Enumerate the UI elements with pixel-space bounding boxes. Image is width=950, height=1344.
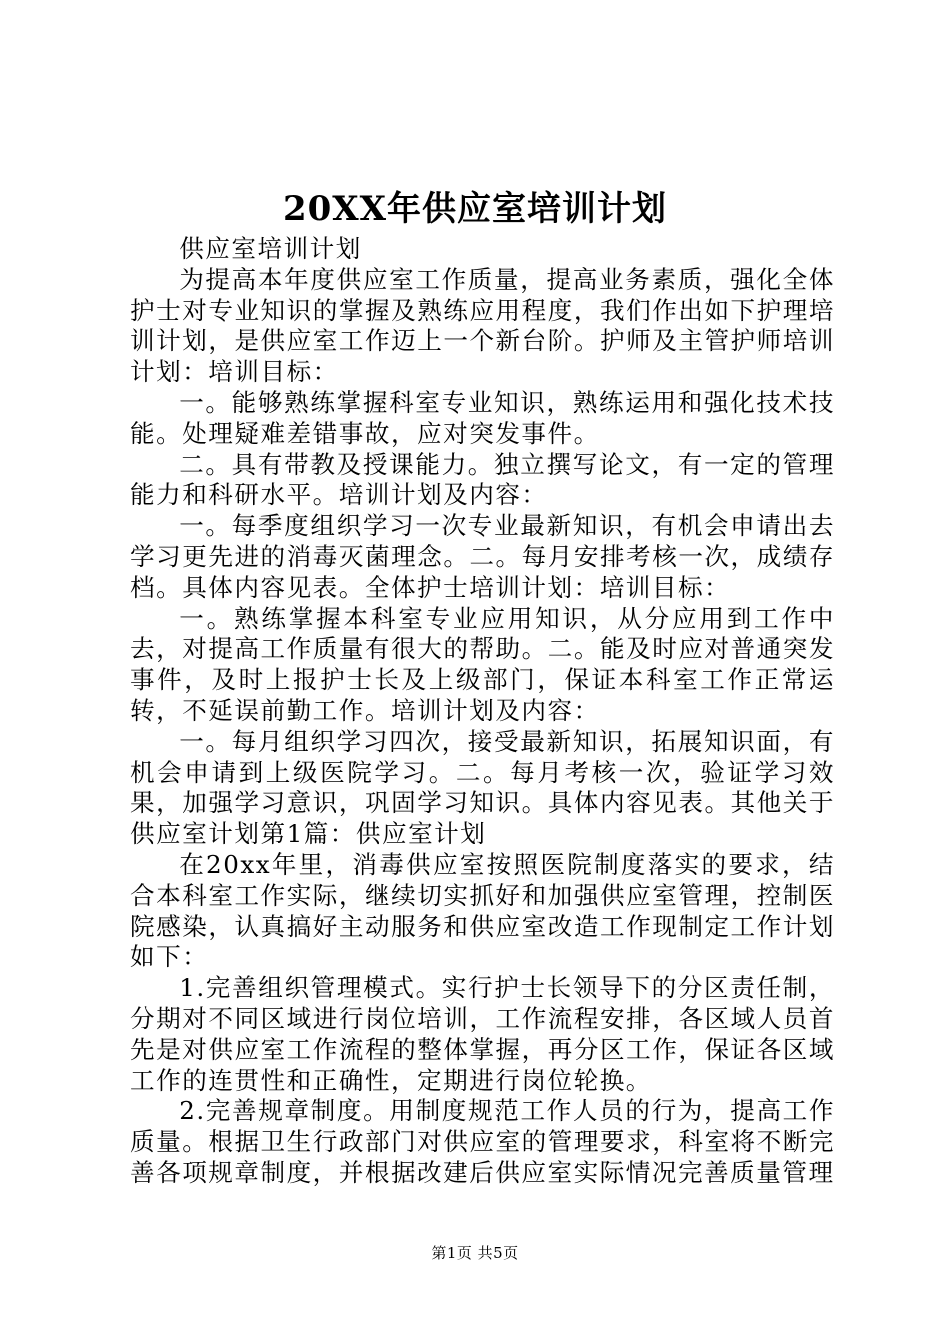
document-title: 20XX年供应室培训计划: [282, 189, 668, 229]
paragraph: 供应室培训计划: [179, 234, 362, 263]
document-body: [130, 234, 835, 1189]
paragraph: 二。具有带教及授课能力。独立撰写论文，有一定的管理能力和科研水平。培训计划及内容：: [130, 449, 835, 510]
paragraph: 一。熟练掌握本科室专业应用知识，从分应用到工作中去，对提高工作质量有很大的帮助。二。能及时应对普通突发事件，及时上报护士长及上级部门，保证本科室工作正常运转，不延误前勤工作。培训计划及内容：: [130, 603, 835, 725]
paragraph: 2.完善规章制度。用制度规范工作人员的行为，提高工作质量。根据卫生行政部门对供应室的管理要求，科室将不断完善各项规章制度，并根据改建后供应室实际情况完善质量管理: [130, 1096, 835, 1187]
paragraph: 1.完善组织管理模式。实行护士长领导下的分区责任制，分期对不同区域进行岗位培训，工作流程安排，各区域人员首先是对供应室工作流程的整体掌握，再分区工作，保证各区域工作的连贯性和正确性，定期进行岗位轮换。: [130, 973, 835, 1095]
paragraph: 一。每季度组织学习一次专业最新知识，有机会申请出去学习更先进的消毒灭菌理念。二。每月安排考核一次，成绩存档。具体内容见表。全体护士培训计划：培训目标：: [130, 511, 835, 602]
paragraph: 在20xx年里，消毒供应室按照医院制度落实的要求，结合本科室工作实际，继续切实抓好和加强供应室管理，控制医院感染，认真搞好主动服务和供应室改造工作现制定工作计划如下：: [130, 849, 835, 972]
paragraph: 为提高本年度供应室工作质量，提高业务素质，强化全体护士对专业知识的掌握及熟练应用程度，我们作出如下护理培训计划，是供应室工作迈上一个新台阶。护师及主管护师培训计划：培训目标：: [130, 264, 835, 387]
paragraph: 一。每月组织学习四次，接受最新知识，拓展知识面，有机会申请到上级医院学习。二。每月考核一次，验证学习效果，加强学习意识，巩固学习知识。具体内容见表。其他关于供应室计划第1篇：供应室计划: [130, 726, 835, 849]
paragraph: 一。能够熟练掌握科室专业知识，熟练运用和强化技术技能。处理疑难差错事故，应对突发事件。: [130, 387, 835, 448]
page-footer: 第1页 共5页: [431, 1244, 519, 1262]
